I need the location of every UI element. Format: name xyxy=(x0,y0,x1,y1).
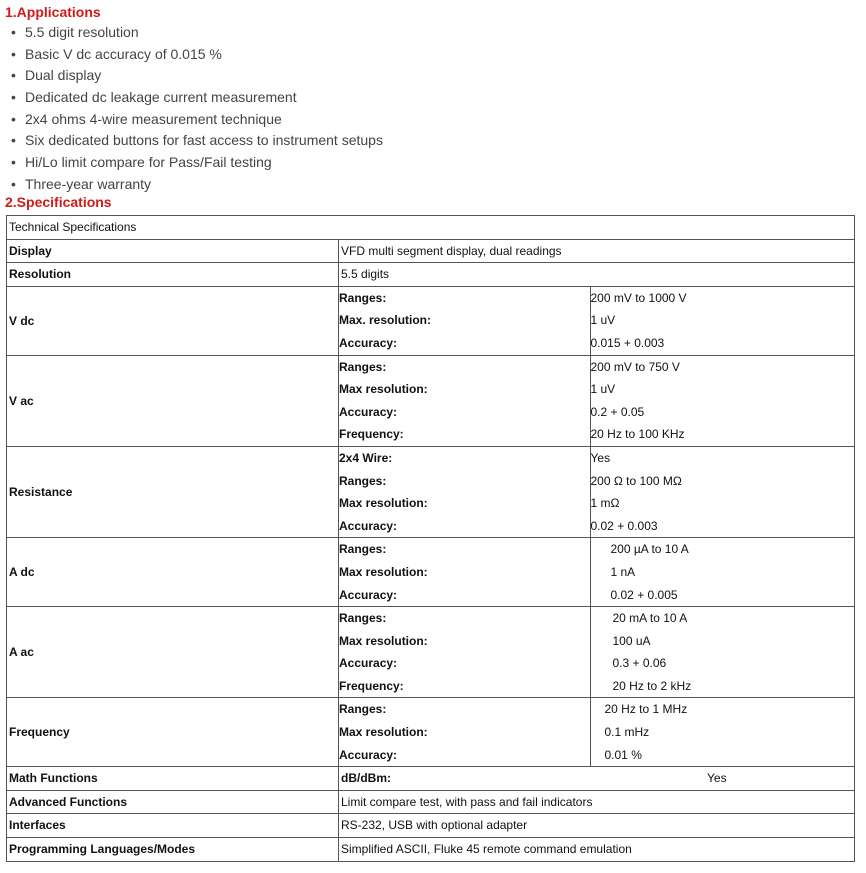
spec-key: dB/dBm: xyxy=(339,767,591,791)
spec-key: Max resolution: xyxy=(339,564,428,579)
row-label: Interfaces xyxy=(7,814,339,838)
spec-value: 20 Hz to 2 kHz xyxy=(612,678,692,693)
spec-key: Ranges: xyxy=(339,359,387,374)
spec-key: Accuracy: xyxy=(339,587,398,602)
spec-key: Accuracy: xyxy=(339,656,398,671)
spec-value: 20 mA to 10 A xyxy=(612,611,688,626)
list-item: • 2x4 ohms 4-wire measurement technique xyxy=(0,109,383,131)
list-item: • Six dedicated buttons for fast access to instrument setups xyxy=(0,130,383,152)
row-value: VFD multi segment display, dual readings xyxy=(339,239,855,263)
spec-key: Ranges: xyxy=(339,542,387,557)
bullet-icon: • xyxy=(11,24,16,40)
table-row xyxy=(7,607,855,698)
spec-value: 200 Ω to 100 MΩ xyxy=(590,473,682,488)
applications-list xyxy=(0,22,383,196)
spec-key: Max resolution: xyxy=(339,382,428,397)
row-value: RS-232, USB with optional adapter xyxy=(339,814,855,838)
row-value: 5.5 digits xyxy=(339,263,855,287)
bullet-icon: • xyxy=(11,132,16,149)
row-label: Programming Languages/Modes xyxy=(7,838,339,862)
table-row xyxy=(7,355,855,446)
row-label: V dc xyxy=(7,286,339,355)
bullet-icon: • xyxy=(11,89,16,106)
spec-key: Accuracy: xyxy=(339,404,398,419)
row-label: Resolution xyxy=(7,263,339,287)
spec-value: 0.02 + 0.005 xyxy=(610,587,678,602)
spec-value: 200 µA to 10 A xyxy=(610,542,689,557)
spec-value: 20 Hz to 1 MHz xyxy=(604,702,688,717)
spec-key: Max resolution: xyxy=(339,725,428,740)
spec-key: Max resolution: xyxy=(339,496,428,511)
row-label: V ac xyxy=(7,355,339,446)
specifications-table xyxy=(6,215,855,862)
spec-key: Accuracy: xyxy=(339,518,398,533)
bullet-icon: • xyxy=(11,45,16,62)
bullet-icon: • xyxy=(11,154,16,171)
spec-value: 200 mV to 750 V xyxy=(590,359,680,374)
spec-key: 2x4 Wire: xyxy=(339,450,393,465)
table-row xyxy=(7,838,855,862)
table-header-row xyxy=(7,216,855,240)
table-row xyxy=(7,698,855,767)
table-title: Technical Specifications xyxy=(7,216,855,240)
table-row xyxy=(7,790,855,814)
table-row xyxy=(7,286,855,355)
spec-value: 1 uV xyxy=(590,382,616,397)
table-row xyxy=(7,446,855,537)
table-row xyxy=(7,239,855,263)
spec-value: 20 Hz to 100 KHz xyxy=(590,427,685,442)
bullet-icon: • xyxy=(11,67,16,84)
spec-value: 0.1 mHz xyxy=(604,725,650,740)
row-value: Limit compare test, with pass and fail indicators xyxy=(339,790,855,814)
spec-value: Yes xyxy=(590,450,611,465)
list-item: • Hi/Lo limit compare for Pass/Fail testing xyxy=(0,152,383,174)
table-row xyxy=(7,538,855,607)
list-item: • Dedicated dc leakage current measurement xyxy=(0,87,383,109)
row-label: Resistance xyxy=(7,446,339,537)
row-label: A ac xyxy=(7,607,339,698)
spec-key: Frequency: xyxy=(339,678,404,693)
spec-value: 0.2 + 0.05 xyxy=(590,404,645,419)
table-row xyxy=(7,814,855,838)
spec-value: 200 mV to 1000 V xyxy=(590,290,687,305)
spec-value: 0.015 + 0.003 xyxy=(590,335,665,350)
spec-key: Max. resolution: xyxy=(339,313,432,328)
spec-key: Ranges: xyxy=(339,473,387,488)
list-item: • Three-year warranty xyxy=(0,174,383,196)
spec-value: 0.3 + 0.06 xyxy=(612,656,667,671)
spec-key: Ranges: xyxy=(339,702,387,717)
bullet-icon: • xyxy=(11,110,16,127)
row-label: Frequency xyxy=(7,698,339,767)
bullet-icon: • xyxy=(11,175,16,192)
row-label: A dc xyxy=(7,538,339,607)
spec-value: 100 uA xyxy=(612,633,651,648)
table-row xyxy=(7,767,855,791)
row-label: Advanced Functions xyxy=(7,790,339,814)
applications-heading: 1.Applications xyxy=(5,4,101,20)
list-item: • Dual display xyxy=(0,65,383,87)
table-row xyxy=(7,263,855,287)
spec-value: 0.02 + 0.003 xyxy=(590,518,658,533)
spec-value: 1 uV xyxy=(590,313,616,328)
list-item: • Basic V dc accuracy of 0.015 % xyxy=(0,44,383,66)
spec-value: 0.01 % xyxy=(604,747,642,762)
spec-key: Max resolution: xyxy=(339,633,428,648)
spec-value: 1 mΩ xyxy=(590,496,620,511)
spec-key: Ranges: xyxy=(339,290,387,305)
specifications-heading: 2.Specifications xyxy=(5,194,112,210)
spec-key: Accuracy: xyxy=(339,335,398,350)
spec-key: Frequency: xyxy=(339,427,404,442)
row-label: Display xyxy=(7,239,339,263)
spec-key: Accuracy: xyxy=(339,747,398,762)
spec-value: 1 nA xyxy=(610,564,636,579)
row-label: Math Functions xyxy=(7,767,339,791)
list-item: • 5.5 digit resolution xyxy=(0,22,383,44)
row-value: Simplified ASCII, Fluke 45 remote command emulation xyxy=(339,838,855,862)
spec-key: Ranges: xyxy=(339,611,387,626)
spec-value: Yes xyxy=(590,767,855,791)
